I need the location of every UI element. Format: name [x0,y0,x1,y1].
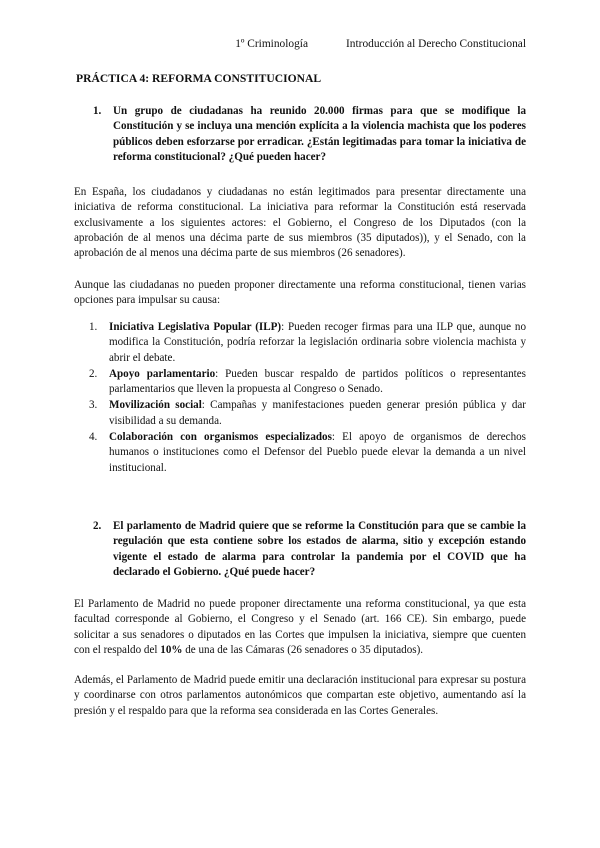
question-2-number: 2. [93,520,102,532]
list-item: 2. Apoyo parlamentario: Pueden buscar respaldo de partidos políticos o representantes parlamentarios que lleven la propuesta al Congreso o Senado. [89,367,526,396]
question-1-number: 1. [93,105,102,117]
option-title: Movilización social [109,399,202,412]
option-title: Colaboración con organismos especializados [109,431,332,444]
q1-answer-paragraph-2: Aunque las ciudadanas no pueden proponer directamente una reforma constitucional, tienen varias opciones para impulsar su causa: [74,279,526,307]
q1-options-list [89,320,526,477]
q1-answer-paragraph-1: En España, los ciudadanos y ciudadanas no están legitimados para presentar directamente una iniciativa de reforma constitucional. La iniciativa para reformar la Constitución está reservada exclusivamente a los siguientes actores: el Gobierno, el Congreso de los Diputados (con la aprobación de al menos una décima parte de sus miembros (35 diputados)), y el Senado, con la aprobación de al menos una décima parte de sus miembros (26 senadores). [74,186,526,260]
option-title: Apoyo parlamentario [109,367,216,380]
q2-answer-paragraph-2: Además, el Parlamento de Madrid puede emitir una declaración institucional para expresar su postura y coordinarse con otros parlamentos autonómicos que compartan este objetivo, aumentando así la presión y el respaldo para que la reforma sea considerada en las Cortes Generales. [74,674,526,717]
option-title: Iniciativa Legislativa Popular (ILP) [109,321,282,333]
question-2 [93,519,526,580]
page-title: PRÁCTICA 4: REFORMA CONSTITUCIONAL [76,72,322,85]
bold-percentage: 10% [160,643,183,656]
option-text: : El apoyo de organismos de derechos humanos o instituciones como el Defensor del Pueblo puede elevar la demanda a un nivel institucional. [109,431,526,474]
option-text: : Pueden buscar respaldo de partidos políticos o representantes parlamentarios que lleven la propuesta al Congreso o Senado. [109,367,526,396]
header-course: 1º Criminología [235,38,309,50]
option-text: : Campañas y manifestaciones pueden generar presión pública y dar visibilidad a su demanda. [109,399,526,427]
question-1-text: Un grupo de ciudadanas ha reunido 20.000 firmas para que se modifique la Constitución y se incluya una mención explícita a la violencia machista que los poderes públicos deben esforzarse por erradicar. ¿Están legitimadas para tomar la iniciativa de reforma constitucional? ¿Qué pueden hacer? [113,105,526,163]
page-header [235,38,526,50]
option-text: : Pueden recoger firmas para una ILP que, aunque no modifica la Constitución, podría reforzar la legislación ordinaria sobre violencia machista y abrir el debate. [109,321,526,364]
list-item: 3. Movilización social: Campañas y manifestaciones pueden generar presión pública y dar visibilidad a su demanda. [89,399,526,427]
question-1 [93,104,526,165]
header-subject: Introducción al Derecho Constitucional [346,38,526,50]
list-item: 1. Iniciativa Legislativa Popular (ILP): Pueden recoger firmas para una ILP que, aunque no modifica la Constitución, podría reforzar la legislación ordinaria sobre violencia machista y abrir el debate. [89,321,526,364]
q2-answer-paragraph-1: El Parlamento de Madrid no puede proponer directamente una reforma constitucional, ya que esta facultad corresponde al Gobierno, el Congreso y el Senado (art. 166 CE). Sin embargo, puede solicitar a sus senadores o diputados en las Cortes que impulsen la iniciativa, siempre que cuenten con el respaldo del 10% de una de las Cámaras (26 senadores o 35 diputados). [74,598,526,656]
question-2-text: El parlamento de Madrid quiere que se reforme la Constitución para que se cambie la regulación que esta contiene sobre los estados de alarma, sitio y excepción estando vigente el estado de alarma para controlar la pandemia por el COVID que ha declarado el Gobierno. ¿Qué puede hacer? [113,520,526,578]
list-item: 4. Colaboración con organismos especializados: El apoyo de organismos de derechos humanos o instituciones como el Defensor del Pueblo puede elevar la demanda a un nivel institucional. [89,431,526,474]
